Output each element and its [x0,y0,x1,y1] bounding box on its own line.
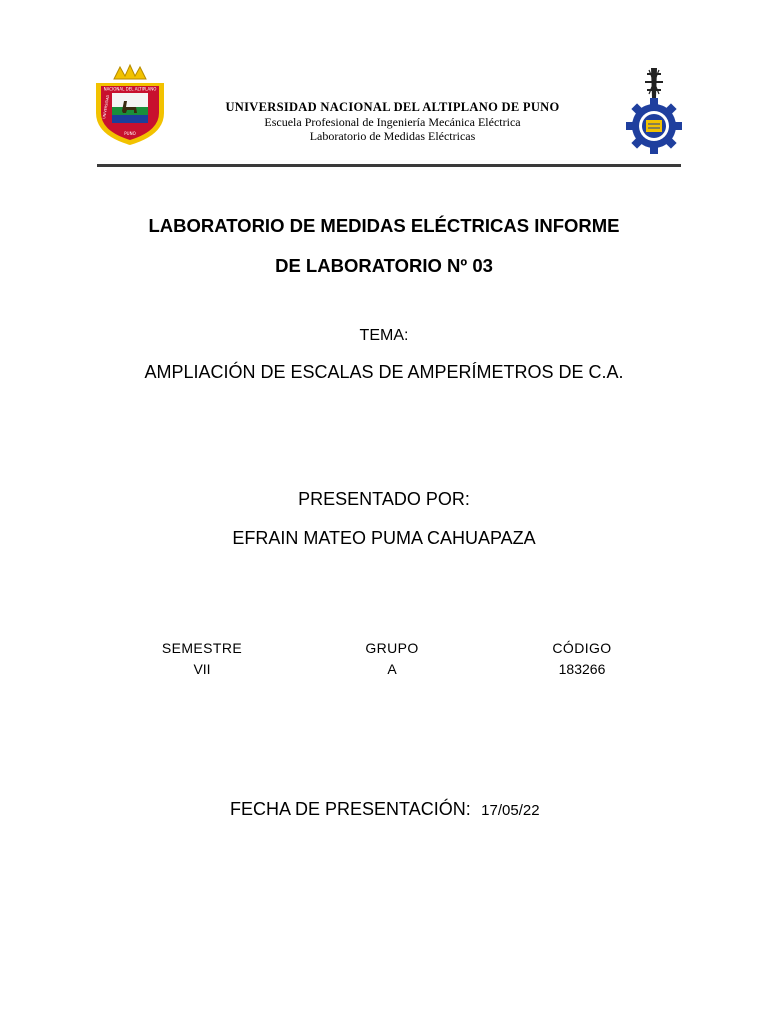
group-label: GRUPO [365,640,419,656]
report-title-line1: LABORATORIO DE MEDIDAS ELÉCTRICAS INFORME [148,215,620,236]
semester-value: VII [193,661,211,677]
code-label: CÓDIGO [552,640,612,656]
lab-name: Laboratorio de Medidas Eléctricas [309,129,476,143]
school-name: Escuela Profesional de Ingeniería Mecánica Eléctrica [264,115,521,129]
presented-by-label: PRESENTADO POR: [298,489,470,509]
institution-name: UNIVERSIDAD NACIONAL DEL ALTIPLANO DE PUNO [225,100,560,114]
date-label: FECHA DE PRESENTACIÓN: [230,799,471,819]
university-crest-icon [92,63,168,147]
semester-label: SEMESTRE [161,640,243,656]
header-divider [97,164,681,167]
date-value: 17/05/22 [481,802,540,819]
crest-bottom-text: PUNO [124,131,136,136]
author-name: EFRAIN MATEO PUMA CAHUAPAZA [232,528,536,548]
code-column [512,638,652,680]
crest-top-text: NACIONAL DEL ALTIPLANO [103,86,157,92]
topic-text: AMPLIACIÓN DE ESCALAS DE AMPERÍMETROS DE C.A. [144,362,624,382]
electrical-engineering-gear-icon [625,64,683,156]
presentation-date [230,798,540,820]
crest-side-text: UNIVERSIDAD [102,94,111,120]
topic-label: TEMA: [359,327,409,344]
semester-column [132,638,272,680]
code-value: 183266 [558,661,606,677]
group-value: A [387,661,397,677]
report-title-line2: DE LABORATORIO Nº 03 [275,255,493,276]
group-column [322,638,462,680]
institution-header [160,100,625,143]
